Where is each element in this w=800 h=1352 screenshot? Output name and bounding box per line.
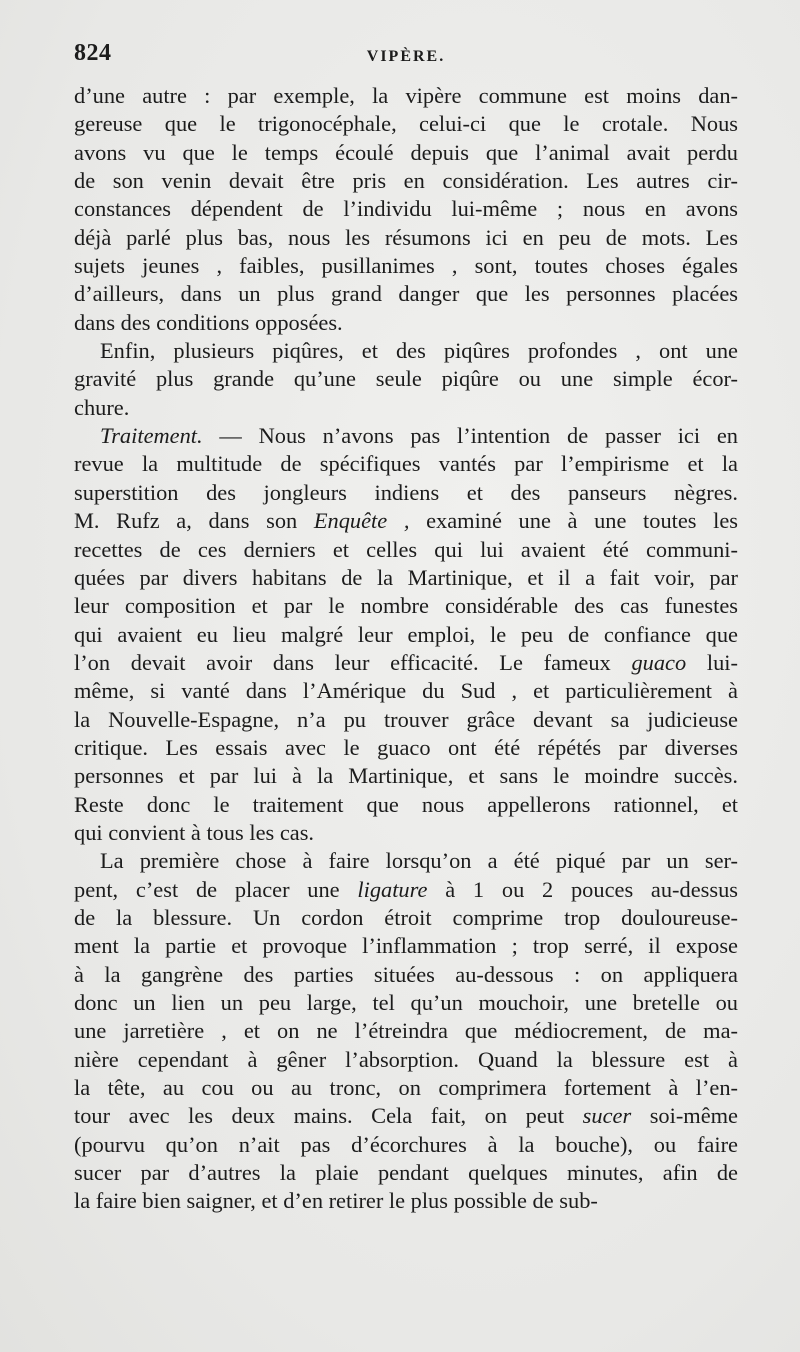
text-run: la tête, au cou ou au tronc, on comprimera fortement à l’en-	[74, 1075, 738, 1101]
text-line	[74, 791, 738, 819]
body-text	[74, 82, 738, 1216]
text-line	[74, 1102, 738, 1130]
text-run: déjà parlé plus bas, nous les résumons ici en peu de mots. Les	[74, 224, 738, 250]
text-run: même, si vanté dans l’Amérique du Sud , et particulièrement à	[74, 678, 738, 704]
text-line	[74, 762, 738, 790]
text-line	[74, 167, 738, 195]
text-line	[74, 139, 738, 167]
text-line	[74, 1159, 738, 1187]
text-run: la Nouvelle-Espagne, n’a pu trouver grâce devant sa judicieuse	[74, 706, 738, 732]
text-run: sucer par d’autres la plaie pendant quelques minutes, afin de	[74, 1160, 738, 1186]
text-line	[74, 195, 738, 223]
text-line	[74, 989, 738, 1017]
text-run: Reste donc le traitement que nous appellerons rationnel, et	[74, 791, 738, 817]
text-line	[74, 82, 738, 110]
text-run: personnes et par lui à la Martinique, et sans le moindre succès.	[74, 763, 738, 789]
text-line	[74, 110, 738, 138]
italic-text: ligature	[357, 876, 428, 902]
text-run: une jarretière , et on ne l’étreindra que médiocrement, de ma-	[74, 1018, 738, 1044]
text-run: superstition des jongleurs indiens et des panseurs nègres.	[74, 479, 738, 505]
text-line	[74, 337, 738, 365]
paragraph	[74, 337, 738, 422]
text-line	[74, 734, 738, 762]
text-run: d’ailleurs, dans un plus grand danger que les personnes placées	[74, 281, 738, 307]
text-line	[74, 365, 738, 393]
text-line	[74, 1074, 738, 1102]
text-line	[74, 706, 738, 734]
text-run: gravité plus grande qu’une seule piqûre ou une simple écor-	[74, 366, 738, 392]
text-run: leur composition et par le nombre considérable des cas funestes	[74, 593, 738, 619]
text-run: d’une autre : par exemple, la vipère commune est moins dan-	[74, 83, 738, 108]
text-run: soi-même	[631, 1103, 738, 1129]
italic-text: guaco	[631, 649, 687, 675]
paragraph	[74, 82, 738, 337]
text-line	[74, 507, 738, 535]
page-number: 824	[74, 40, 112, 66]
text-run: qui avaient eu lieu malgré leur emploi, le peu de confiance que	[74, 621, 738, 647]
text-run: à 1 ou 2 pouces au-dessus	[427, 876, 738, 902]
text-run: tour avec les deux mains. Cela fait, on peut	[74, 1103, 583, 1129]
text-line	[74, 252, 738, 280]
text-line	[74, 592, 738, 620]
text-line	[74, 1017, 738, 1045]
text-run: à la gangrène des parties situées au-dessous : on appliquera	[74, 961, 738, 987]
text-run: ment la partie et provoque l’inflammation ; trop serré, il expose	[74, 933, 738, 959]
text-run: avons vu que le temps écoulé depuis que l’animal avait perdu	[74, 139, 738, 165]
text-line	[74, 280, 738, 308]
text-line	[74, 450, 738, 478]
text-line	[74, 1046, 738, 1074]
text-line	[74, 961, 738, 989]
text-run: recettes de ces derniers et celles qui lui avaient été communi-	[74, 536, 738, 562]
text-run: constances dépendent de l’individu lui-même ; nous en avons	[74, 196, 738, 222]
text-run: (pourvu qu’on n’ait pas d’écorchures à la bouche), ou faire	[74, 1131, 738, 1157]
text-line	[74, 677, 738, 705]
text-run: lui-	[686, 649, 738, 675]
text-run: M. Rufz a, dans son	[74, 508, 314, 534]
paragraph	[74, 847, 738, 1215]
italic-text: Traitement.	[100, 423, 203, 449]
text-run: chure.	[74, 394, 130, 420]
text-run: pent, c’est de placer une	[74, 876, 358, 902]
text-run: qui convient à tous les cas.	[74, 819, 315, 845]
text-run: de son venin devait être pris en considération. Les autres cir-	[74, 168, 738, 194]
text-line	[74, 564, 738, 592]
text-run: sujets jeunes , faibles, pusillanimes , sont, toutes choses égales	[74, 253, 738, 279]
text-line	[74, 1187, 738, 1215]
text-run: quées par divers habitans de la Martinique, et il a fait voir, par	[74, 564, 738, 590]
text-line	[74, 422, 738, 450]
italic-text: Enquête ,	[313, 508, 410, 534]
text-run: l’on devait avoir dans leur efficacité. Le fameux	[74, 649, 632, 675]
text-line	[74, 819, 738, 847]
running-title: VIPÈRE.	[366, 48, 446, 65]
text-line	[74, 536, 738, 564]
text-line	[74, 621, 738, 649]
text-line	[74, 904, 738, 932]
text-run: de la blessure. Un cordon étroit comprime trop douloureuse-	[74, 904, 738, 930]
text-run: — Nous n’avons pas l’intention de passer ici en	[202, 423, 738, 449]
text-line	[74, 394, 738, 422]
text-line	[74, 309, 738, 337]
text-line	[74, 847, 738, 875]
italic-text: sucer	[582, 1103, 632, 1129]
text-line	[74, 932, 738, 960]
text-line	[74, 479, 738, 507]
text-run: Enfin, plusieurs piqûres, et des piqûres profondes , ont une	[100, 338, 738, 364]
text-line	[74, 1131, 738, 1159]
text-run: nière cependant à gêner l’absorption. Quand la blessure est à	[74, 1046, 738, 1072]
text-run: La première chose à faire lorsqu’on a été piqué par un ser-	[100, 848, 738, 874]
text-run: examiné une à une toutes les	[409, 508, 739, 534]
text-run: donc un lien un peu large, tel qu’un mouchoir, une bretelle ou	[74, 990, 738, 1015]
page-header	[74, 40, 738, 72]
text-run: critique. Les essais avec le guaco ont été répétés par diverses	[74, 734, 738, 760]
text-run: dans des conditions opposées.	[74, 309, 343, 335]
text-line	[74, 649, 738, 677]
text-line	[74, 224, 738, 252]
text-line	[74, 876, 738, 904]
text-run: gereuse que le trigonocéphale, celui-ci que le crotale. Nous	[74, 111, 738, 137]
text-run: revue la multitude de spécifiques vantés par l’empirisme et la	[74, 451, 738, 477]
text-run: la faire bien saigner, et d’en retirer le plus possible de sub-	[74, 1188, 598, 1214]
paragraph	[74, 422, 738, 847]
